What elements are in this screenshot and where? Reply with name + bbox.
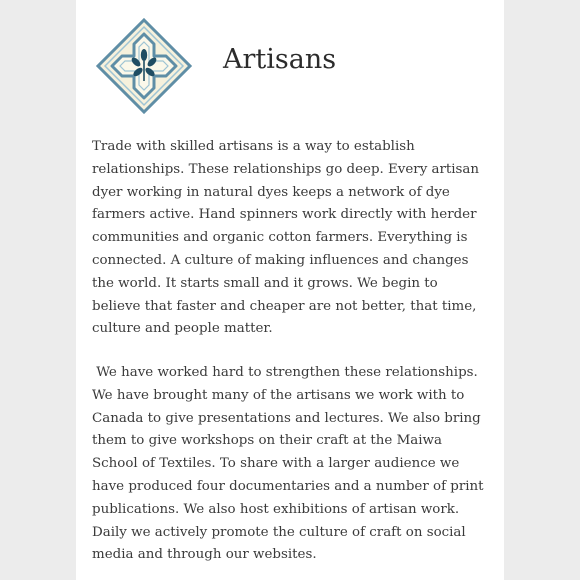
paragraph-line: the world. It starts small and it grows. We begin to (92, 275, 438, 291)
paragraph-line: culture and people matter. (92, 321, 273, 337)
diamond-tile-leaf-icon (96, 18, 192, 114)
paragraph-line: believe that faster and cheaper are not better, that time, (92, 298, 477, 314)
paragraph-line: Trade with skilled artisans is a way to establish (92, 139, 415, 154)
intro-paragraph (92, 136, 492, 341)
paragraph-line: farmers active. Hand spinners work directly with herder (92, 207, 477, 223)
paragraph-line: communities and organic cotton farmers. Everything is (92, 230, 468, 246)
paragraph-line: Canada to give presentations and lectures. We also bring (92, 410, 481, 426)
paragraph-line: media and through our websites. (92, 547, 317, 563)
paragraph-line: connected. A culture of making influences and changes (92, 252, 469, 268)
paragraph-line: Daily we actively promote the culture of craft on social (92, 524, 466, 540)
paragraph-line: them to give workshops on their craft at the Maiwa (92, 433, 443, 449)
paragraph-line: We have worked hard to strengthen these relationships. (92, 365, 478, 380)
paragraph-line: School of Textiles. To share with a larger audience we (92, 456, 460, 472)
paragraph-line: relationships. These relationships go deep. Every artisan (92, 161, 480, 177)
paragraph-line: publications. We also host exhibitions of artisan work. (92, 501, 460, 517)
page-title: Artisans (223, 44, 337, 75)
paragraph-line: dyer working in natural dyes keeps a network of dye (92, 184, 450, 200)
relationships-paragraph (92, 362, 492, 567)
paragraph-line: We have brought many of the artisans we work with to (92, 387, 465, 403)
paragraph-line: have produced four documentaries and a number of print (92, 478, 484, 494)
